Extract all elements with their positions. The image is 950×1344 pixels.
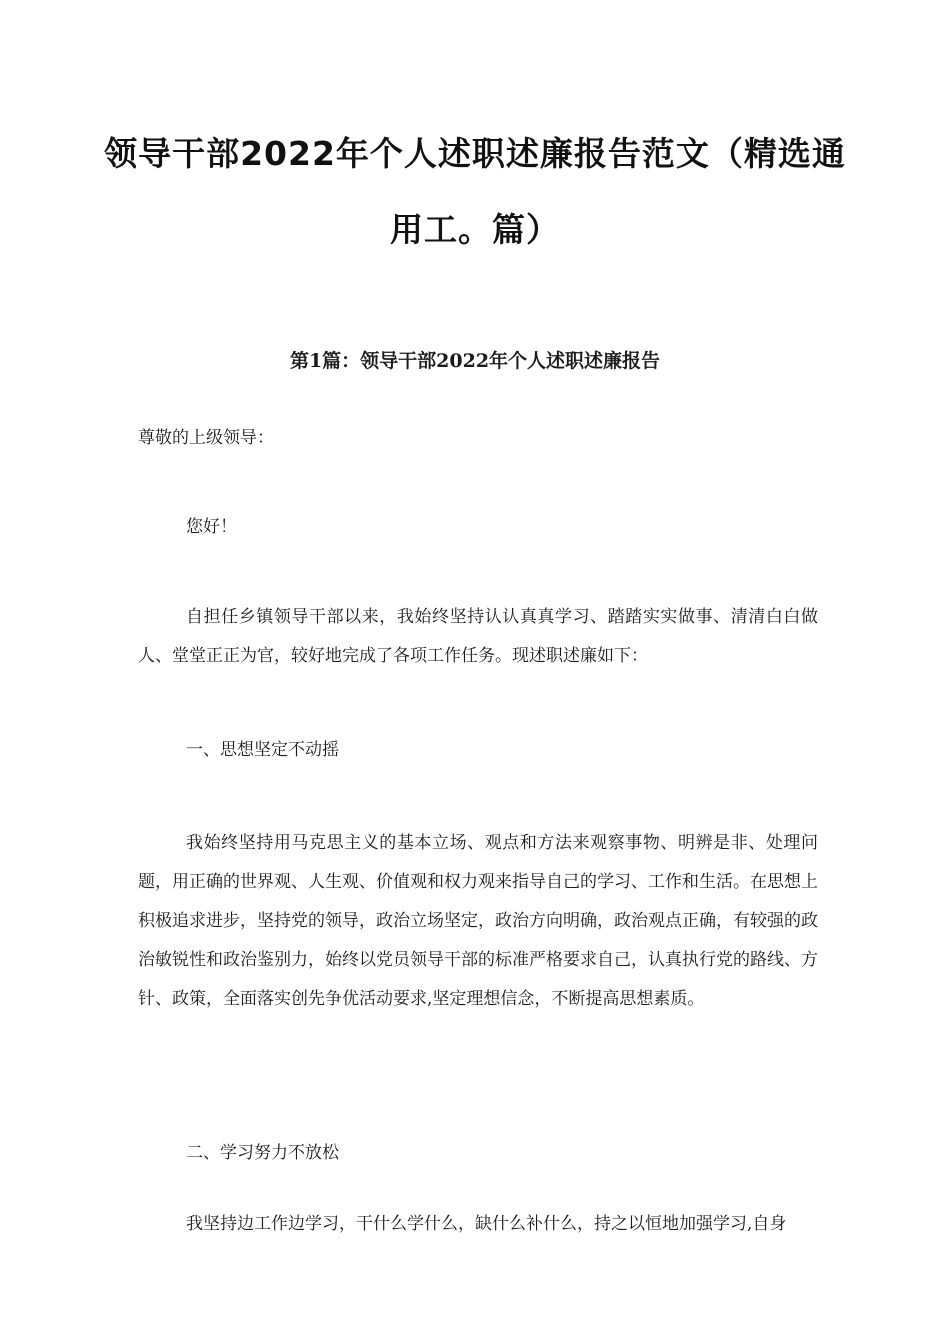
document-title-line-2: 用工。篇） (390, 210, 560, 249)
intro-paragraph: 自担任乡镇领导干部以来，我始终坚持认认真真学习、踏踏实实做事、清清白白做人、堂堂正正为官，较好地完成了各项工作任务。现述职述廉如下： (138, 607, 818, 666)
paragraph-two: 我坚持边工作边学习，干什么学什么，缺什么补什么，持之以恒地加强学习,自身 (186, 1214, 787, 1234)
salutation: 尊敬的上级领导： (138, 428, 274, 448)
heading-two: 二、学习努力不放松 (186, 1143, 339, 1163)
paragraph-one: 我始终坚持用马克思主义的基本立场、观点和方法来观察事物、明辨是非、处理问题，用正确的世界观、人生观、价值观和权力观来指导自己的学习、工作和生活。在思想上积极追求进步，坚持党的领导，政治立场坚定，政治方向明确，政治观点正确，有较强的政治敏锐性和政治鉴别力，始终以党员领导干部的标准严格要求自己，认真执行党的路线、方针、政策，全面落实创先争优活动要求,坚定理想信念，不断提高思想素质。 (138, 833, 818, 1009)
document-title-line-1: 领导干部2022年个人述职述廉报告范文（精选通 (104, 134, 846, 173)
heading-one: 一、思想坚定不动摇 (186, 740, 339, 760)
section-heading: 第1篇：领导干部2022年个人述职述廉报告 (289, 350, 661, 372)
greeting: 您好！ (186, 517, 237, 537)
